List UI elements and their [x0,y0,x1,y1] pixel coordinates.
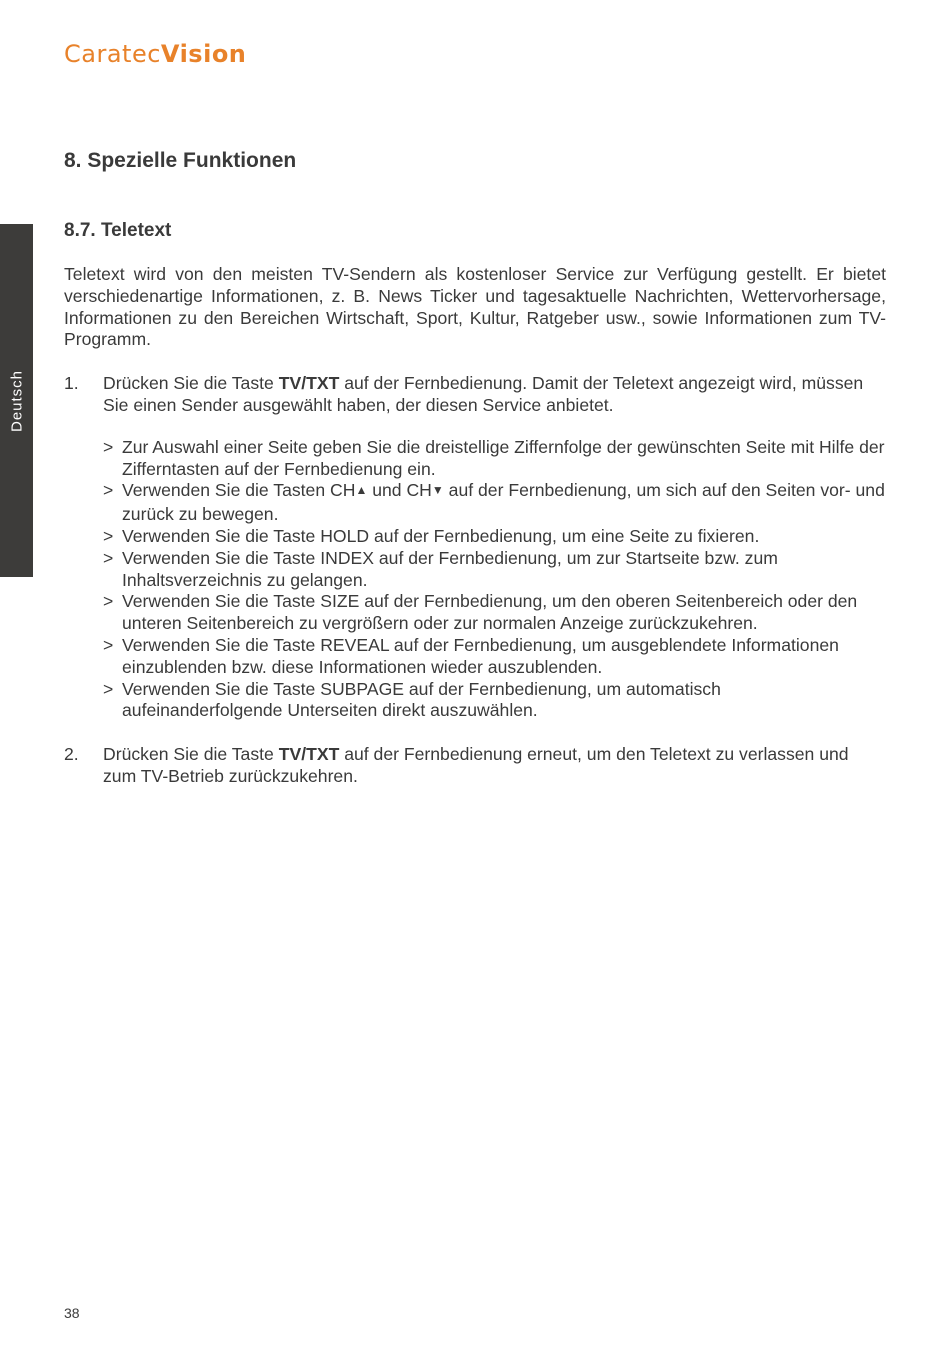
bullet-text: Zur Auswahl einer Seite geben Sie die dreistellige Ziffernfolge der gewünschten Seite mit Hilfe der Zifferntasten auf der Fernbedienung ein. [122,436,885,479]
bullet-item-hold [103,526,886,548]
bullet-marker: > [103,525,114,546]
bullet-marker: > [103,634,114,655]
step-1 [64,373,886,722]
bullet-text: Verwenden Sie die Taste HOLD auf der Fernbedienung, um eine Seite zu fixieren. [122,525,760,546]
down-triangle-icon: ▼ [431,483,444,498]
bullet-item-channel-keys [103,480,886,526]
bullet-marker: > [103,436,114,457]
bullet-item-subpage [103,679,886,723]
logo-text-caratec: Caratec [64,40,161,68]
language-side-tab [0,224,33,577]
main-content [64,264,886,788]
bullet-item-index [103,548,886,592]
bullet-marker: > [103,480,114,501]
bullet-item-reveal [103,635,886,679]
intro-paragraph: Teletext wird von den meisten TV-Sendern als kostenloser Service zur Verfügung gestellt. Er bietet verschiedenartige Informationen, z. B. News Ticker und tagesaktuelle Nachrichten, Wettervorhersage, Informationen zu den Bereichen Wirtschaft, Sport, Kultur, Ratgeber usw., sowie Informationen zum TV-Programm. [64,264,886,350]
bullet-text: Verwenden Sie die Taste REVEAL auf der Fernbedienung, um ausgeblendete Informationen einzublenden bzw. diese Informationen wieder auszublenden. [122,634,839,677]
section-title: 8.7. Teletext [64,220,172,241]
step-key: TV/TXT [278,744,340,765]
step-text-before: Drücken Sie die Taste [103,373,279,394]
page-number: 38 [64,1305,80,1321]
bullet-marker: > [103,591,114,612]
chapter-title: 8. Spezielle Funktionen [64,149,297,172]
step-key: TV/TXT [278,373,340,394]
bullet-text: Verwenden Sie die Taste INDEX auf der Fernbedienung, um zur Startseite bzw. zum Inhaltsverzeichnis zu gelangen. [122,547,778,590]
logo-text-vision: Vision [160,40,247,68]
step-number: 2. [64,744,79,765]
bullet-text: Verwenden Sie die Tasten CH [122,480,356,501]
bullet-item-page-select [103,437,886,481]
bullet-text: Verwenden Sie die Taste SUBPAGE auf der Fernbedienung, um automatisch aufeinanderfolgende Unterseiten direkt auszuwählen. [122,678,721,721]
step-text-before: Drücken Sie die Taste [103,744,279,765]
bullet-text: Verwenden Sie die Taste SIZE auf der Fernbedienung, um den oberen Seitenbereich oder den unteren Seitenbereich zu vergrößern oder zur normalen Anzeige zurückzukehren. [122,591,858,634]
bullet-text: auf der Fernbedienung, um sich auf den Seiten vor- und zurück zu bewegen. [122,480,885,525]
brand-logo [64,40,246,68]
step-text-after: auf der Fernbedienung erneut, um den Teletext zu verlassen und zum TV-Betrieb zurückzukehren. [103,744,849,786]
bullet-marker: > [103,678,114,699]
step-text-after: auf der Fernbedienung. Damit der Teletext angezeigt wird, müssen Sie einen Sender ausgewählt haben, der diesen Service anbietet. [103,373,864,415]
language-label: Deutsch [8,369,25,432]
up-triangle-icon: ▲ [355,483,368,498]
bullet-marker: > [103,547,114,568]
step-number: 1. [64,373,79,394]
step-2 [64,744,886,788]
bullet-item-size [103,591,886,635]
bullet-list [103,437,886,722]
bullet-text: und CH [367,480,432,501]
